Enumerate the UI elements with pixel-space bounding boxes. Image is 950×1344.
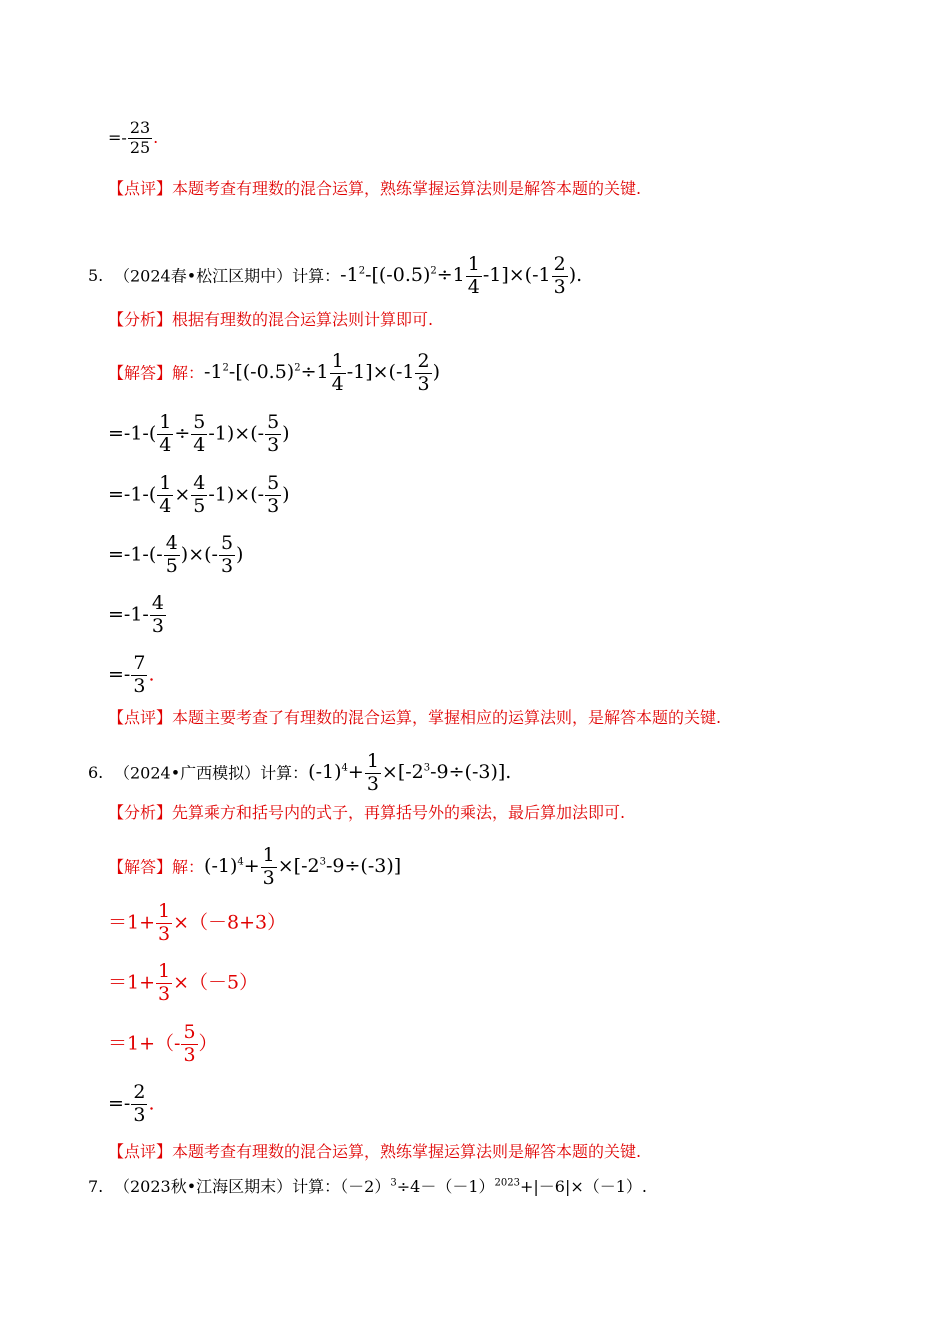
q6-analysis: 【分析】先算乘方和括号内的式子，再算括号外的乘法，最后算加法即可. [108,803,626,822]
question-7: 7. （2023秋•江海区期末）计算：$(-2)^3\div 4-(-1)^{2023}+|-6|\times(-1)$. [88,1177,648,1196]
q6-step-4: =- $\frac{2}{3}$ . [108,1081,155,1126]
q5-answer: 【解答】解：$-1^2-[(-0.5)^2\div 1$ $\frac{1}{4}$ -1]×(-1 $\frac{2}{3}$ ) [108,350,440,395]
q5-step-3: =-1-(- $\frac{4}{5}$ )×(- $\frac{5}{3}$ ) [108,532,244,577]
pre-comment: 【点评】本题考查有理数的混合运算，熟练掌握运算法则是解答本题的关键. [108,179,642,198]
question-5: 5. （2024春•松江区期中）计算：$-1^2-[(-0.5)^2\div 1$ $\frac{1}{4}$ -1]×(-1 $\frac{2}{3}$ ). [88,253,583,298]
question-number: 7. [88,1177,104,1196]
fraction: $\frac{23}{25}$ [129,118,151,157]
comment-tag: 【点评】 [108,179,173,198]
q6-step-3: ＝1+（- $\frac{5}{3}$ ） [108,1021,218,1066]
q5-step-5: =- $\frac{7}{3}$ . [108,652,155,697]
q5-step-1: =-1-( $\frac{1}{4}$ ÷ $\frac{5}{4}$ -1)×(- $\frac{5}{3}$ ) [108,411,290,456]
question-number: 5. [88,266,104,286]
question-source: （2024春•松江区期中）计算： [114,266,341,286]
q5-step-2: =-1-( $\frac{1}{4}$ × $\frac{4}{5}$ -1)×(- $\frac{5}{3}$ ) [108,472,290,517]
q6-comment: 【点评】本题考查有理数的混合运算，熟练掌握运算法则是解答本题的关键. [108,1142,642,1161]
q6-step-1: ＝1+ $\frac{1}{3}$ ×（－8+3） [108,900,287,945]
pre-result-line: =- $\frac{23}{25}$ . [108,118,159,157]
question-6: 6. （2024•广西模拟）计算：$(-1)^4+$ $\frac{1}{3}$ $\times[-2^3-9\div(-3)]$. [88,750,512,795]
q5-step-4: =-1- $\frac{4}{3}$ [108,592,164,637]
q5-analysis: 【分析】根据有理数的混合运算法则计算即可. [108,310,434,329]
question-source: （2023秋•江海区期末）计算： [114,1177,341,1196]
question-source: （2024•广西模拟）计算： [114,763,309,783]
q6-step-2: ＝1+ $\frac{1}{3}$ ×（－5） [108,960,259,1005]
q6-answer: 【解答】解：$(-1)^4+$ $\frac{1}{3}$ $\times[-2^3-9\div(-3)]$ [108,844,402,889]
q5-comment: 【点评】本题主要考查了有理数的混合运算，掌握相应的运算法则，是解答本题的关键. [108,708,722,727]
question-number: 6. [88,763,104,783]
